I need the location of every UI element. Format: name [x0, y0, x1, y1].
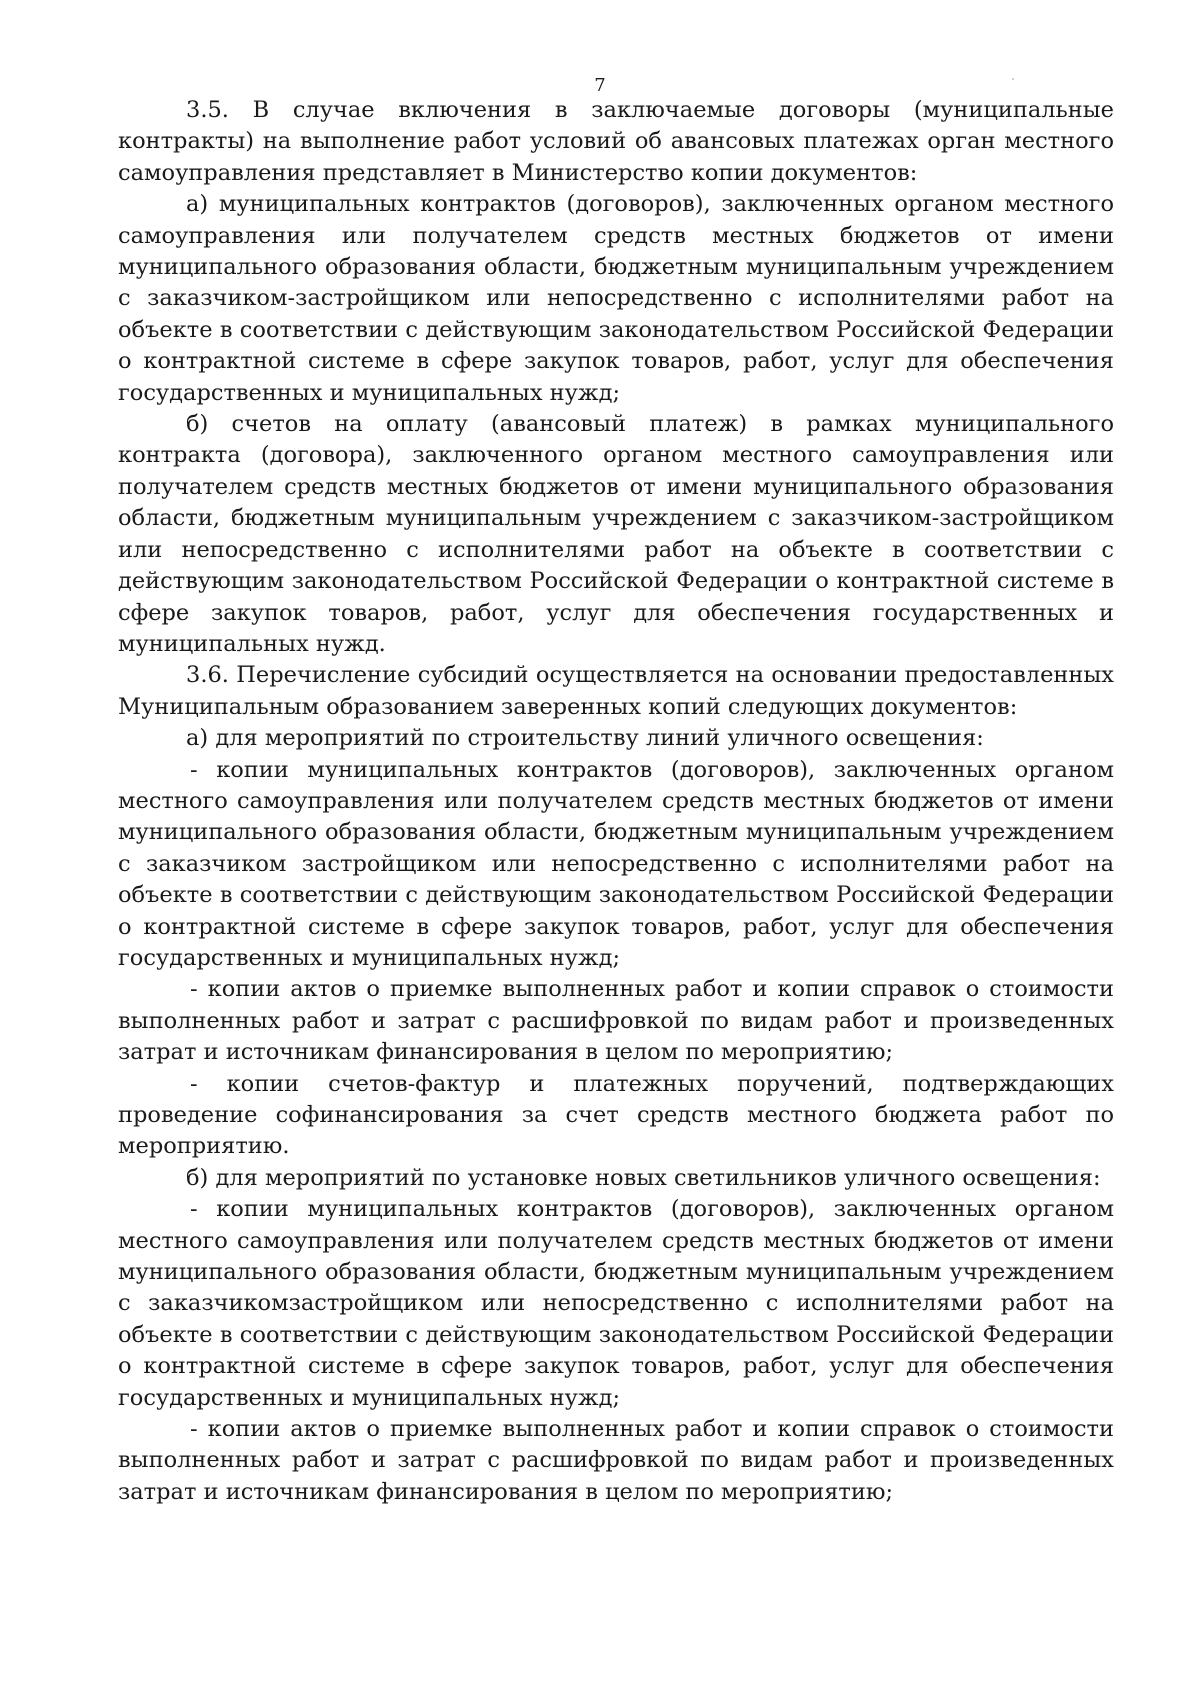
paragraph-3-5-b: б) счетов на оплату (авансовый платеж) в рамках муниципального контракта (договора), заключенного органом местного самоуправления или получателем средств местных бюджетов от имени муниципального образования области, бюджетным муниципальным учреждением с заказчиком-застройщиком или непосредственно с исполнителями работ на объекте в соответствии с действующим законодательством Российской Федерации о контрактной системе в сфере закупок товаров, работ, услуг для обеспечения государственных и муниципальных нужд. — [118, 411, 1114, 657]
paragraph-3-5: 3.5. В случае включения в заключаемые договоры (муниципальные контракты) на выполнение работ условий об авансовых платежах орган местного самоуправления представляет в Министерство копии документов: — [118, 97, 1114, 186]
paragraph-3-6: 3.6. Перечисление субсидий осуществляется на основании предоставленных Муниципальным образованием заверенных копий следующих документов: — [118, 662, 1114, 720]
paragraph-3-6-b: б) для мероприятий по установке новых светильников уличного освещения: — [186, 1164, 1101, 1191]
list-item: - копии муниципальных контрактов (договоров), заключенных органом местного самоуправления или получателем средств местных бюджетов от имени муниципального образования области, бюджетным муниципальным учреждением с заказчиком застройщиком или непосредственно с исполнителями работ на объекте в соответствии с действующим законодательством Российской Федерации о контрактной системе в сфере закупок товаров, работ, услуг для обеспечения государственных и муниципальных нужд; — [118, 756, 1114, 971]
list-item: - копии счетов-фактур и платежных поручений, подтверждающих проведение софинансирования за счет средств местного бюджета работ по мероприятию. — [118, 1070, 1114, 1160]
paragraph-3-5-a: а) муниципальных контрактов (договоров), заключенных органом местного самоуправления или получателем средств местных бюджетов от имени муниципального образования области, бюджетным муниципальным учреждением с заказчиком-застройщиком или непосредственно с исполнителями работ на объекте в соответствии с действующим законодательством Российской Федерации о контрактной системе в сфере закупок товаров, работ, услуг для обеспечения государственных и муниципальных нужд; — [118, 191, 1114, 406]
list-item: - копии муниципальных контрактов (договоров), заключенных органом местного самоуправления или получателем средств местных бюджетов от имени муниципального образования области, бюджетным муниципальным учреждением с заказчикомзастройщиком или непосредственно с исполнителями работ на объекте в соответствии с действующим законодательством Российской Федерации о контрактной системе в сфере закупок товаров, работ, услуг для обеспечения государственных и муниципальных нужд; — [118, 1196, 1114, 1411]
page-number: 7 — [594, 75, 606, 96]
document-body — [118, 95, 1114, 1508]
paragraph-3-6-a: а) для мероприятий по строительству линий уличного освещения: — [186, 725, 984, 752]
list-item: - копии актов о приемке выполненных работ и копии справок о стоимости выполненных работ и затрат с расшифровкой по видам работ и произведенных затрат и источникам финансирования в целом по мероприятию; — [118, 976, 1114, 1066]
scan-speck — [1012, 78, 1014, 80]
list-item: - копии актов о приемке выполненных работ и копии справок о стоимости выполненных работ и затрат с расшифровкой по видам работ и произведенных затрат и источникам финансирования в целом по мероприятию; — [118, 1416, 1114, 1505]
